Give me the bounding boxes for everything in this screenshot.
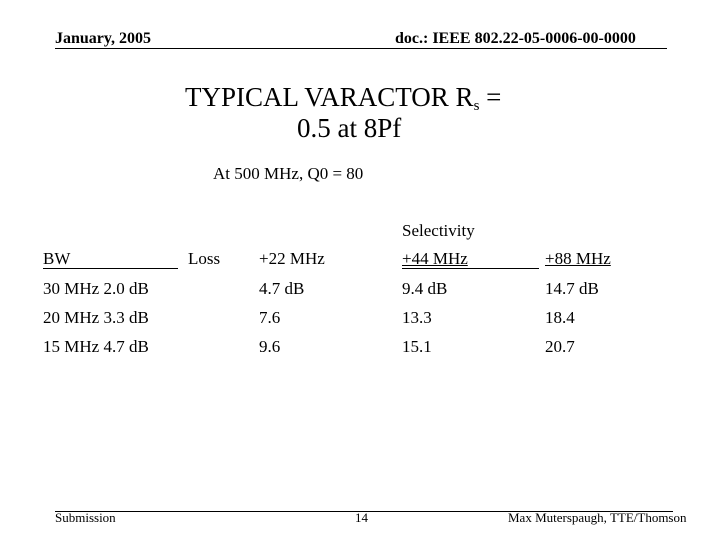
row2-44mhz: 13.3 [402, 308, 432, 327]
row3-88mhz: 20.7 [545, 337, 575, 356]
row3-bw-loss: 15 MHz 4.7 dB [43, 337, 149, 356]
slide-title-line2: 0.5 at 8Pf [297, 113, 402, 143]
row2-88mhz: 18.4 [545, 308, 575, 327]
slide-title-line1 [185, 82, 501, 115]
row1-88mhz: 14.7 dB [545, 279, 599, 298]
header-44mhz-underline [402, 268, 539, 269]
header-loss: Loss [188, 249, 221, 268]
header-bw: BW [43, 249, 71, 268]
title-tail: = [479, 82, 502, 112]
header-88mhz: +88 MHz [545, 249, 611, 268]
row1-44mhz: 9.4 dB [402, 279, 448, 298]
title-subscript: s [473, 98, 480, 114]
header-44mhz: +44 MHz [402, 249, 468, 268]
selectivity-header: Selectivity [402, 221, 475, 240]
row2-22mhz: 7.6 [259, 308, 281, 327]
row1-bw-loss: 30 MHz 2.0 dB [43, 279, 149, 298]
header-bw-underline [43, 268, 178, 269]
header-rule [55, 48, 667, 49]
footer-submission: Submission [55, 510, 116, 525]
row3-22mhz: 9.6 [259, 337, 281, 356]
row1-22mhz: 4.7 dB [259, 279, 305, 298]
footer-author: Max Muterspaugh, TTE/Thomson [508, 510, 687, 525]
slide-subtitle: At 500 MHz, Q0 = 80 [213, 164, 364, 183]
header-doc-id: doc.: IEEE 802.22-05-0006-00-0000 [395, 30, 636, 47]
header-22mhz: +22 MHz [259, 249, 325, 268]
row3-44mhz: 15.1 [402, 337, 432, 356]
title-main: TYPICAL VARACTOR R [185, 82, 474, 112]
footer-page-number: 14 [355, 510, 368, 525]
header-date: January, 2005 [55, 30, 152, 47]
row2-bw-loss: 20 MHz 3.3 dB [43, 308, 149, 327]
